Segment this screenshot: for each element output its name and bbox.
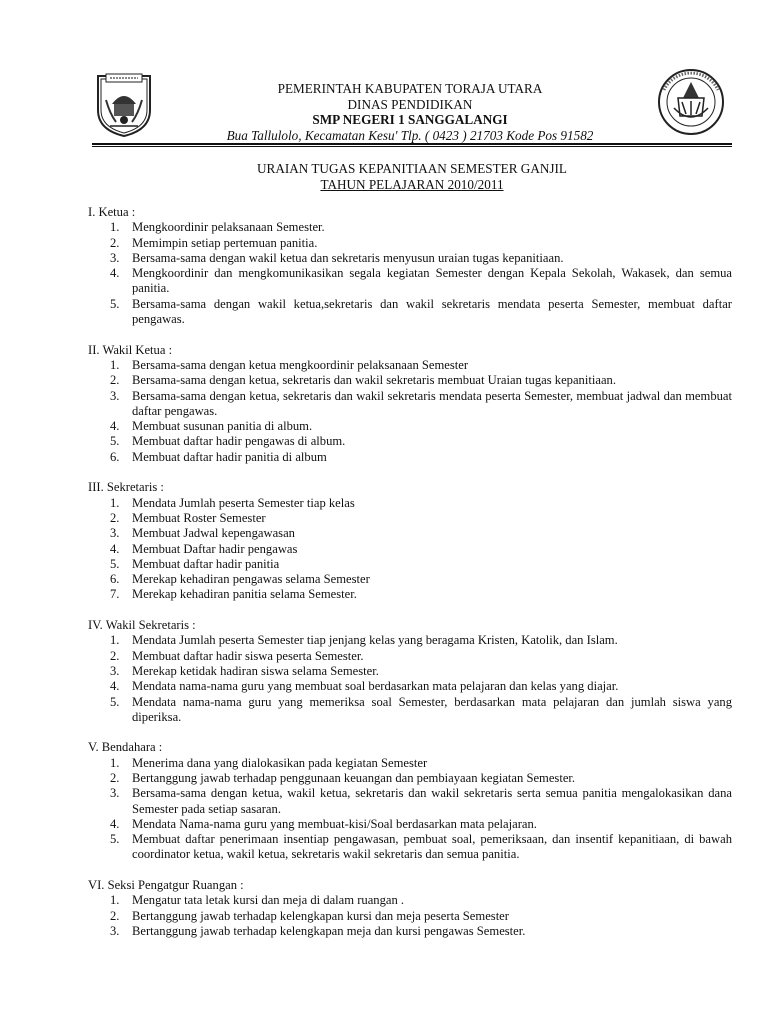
task-text: Bersama-sama dengan wakil ketua dan sekretaris menyusun uraian tugas kepanitiaan. <box>132 250 564 265</box>
task-text: Bersama-sama dengan ketua, sekretaris dan wakil sekretaris membuat Uraian tugas kepanitiaan. <box>132 373 616 388</box>
task-list <box>88 220 732 327</box>
task-sections <box>88 205 732 955</box>
task-list <box>88 633 732 725</box>
task-number: 5. <box>110 832 120 847</box>
task-text: Membuat Jadwal kepengawasan <box>132 526 295 541</box>
task-item <box>88 587 732 602</box>
task-item <box>88 817 732 832</box>
task-text: Mendata nama-nama guru yang memeriksa soal Semester, berdasarkan mata pelajaran dan jumlah siswa yang diperiksa. <box>132 694 732 724</box>
task-text: Merekap kehadiran panitia selama Semester. <box>132 587 357 602</box>
task-number: 3. <box>110 923 120 938</box>
task-number: 2. <box>110 908 120 923</box>
task-item <box>88 297 732 328</box>
task-text: Membuat Roster Semester <box>132 510 266 525</box>
regency-seal-logo <box>92 70 156 138</box>
task-item <box>88 924 732 939</box>
task-item <box>88 236 732 251</box>
task-text: Merekap kehadiran pengawas selama Semester <box>132 572 370 587</box>
task-item <box>88 909 732 924</box>
section-heading: IV. Wakil Sekretaris : <box>88 618 196 633</box>
task-item <box>88 649 732 664</box>
task-item <box>88 695 732 726</box>
task-text: Membuat susunan panitia di album. <box>132 419 313 434</box>
task-item <box>88 434 732 449</box>
task-item <box>88 557 732 572</box>
school-name: SMP NEGERI 1 SANGGALANGI <box>312 112 508 128</box>
task-text: Membuat daftar hadir siswa peserta Semester. <box>132 648 364 663</box>
task-number: 1. <box>110 495 120 510</box>
task-section <box>88 205 732 327</box>
department-line: DINAS PENDIDIKAN <box>347 96 473 112</box>
task-number: 3. <box>110 388 120 403</box>
task-section <box>88 618 732 725</box>
task-text: Bersama-sama dengan ketua, wakil ketua, sekretaris dan wakil sekretaris serta semua panitia mengalokasikan dana Semester pada setiap sasaran. <box>132 786 732 816</box>
task-number: 4. <box>110 816 120 831</box>
task-text: Bersama-sama dengan ketua mengkoordinir pelaksanaan Semester <box>132 357 469 372</box>
task-item <box>88 664 732 679</box>
task-text: Membuat Daftar hadir pengawas <box>132 541 298 556</box>
task-item <box>88 450 732 465</box>
task-text: Merekap ketidak hadiran siswa selama Semester. <box>132 663 379 678</box>
section-heading: III. Sekretaris : <box>88 480 164 495</box>
task-text: Mendata Jumlah peserta Semester tiap kelas <box>132 495 355 510</box>
task-list <box>88 496 732 603</box>
tut-wuri-handayani-logo <box>652 68 730 136</box>
task-text: Membuat daftar hadir pengawas di album. <box>132 434 346 449</box>
task-text: Mengkoordinir dan mengkomunikasikan segala kegiatan Semester dengan Kepala Sekolah, Wakasek, dan semua panitia. <box>132 266 732 296</box>
document-title <box>92 161 732 192</box>
task-item <box>88 893 732 908</box>
task-number: 2. <box>110 770 120 785</box>
task-text: Membuat daftar hadir panitia <box>132 556 280 571</box>
task-number: 2. <box>110 373 120 388</box>
task-item <box>88 496 732 511</box>
task-item <box>88 419 732 434</box>
task-text: Mengkoordinir pelaksanaan Semester. <box>132 220 325 235</box>
section-heading: VI. Seksi Pengatgur Ruangan : <box>88 878 244 893</box>
task-number: 2. <box>110 510 120 525</box>
section-heading: II. Wakil Ketua : <box>88 342 173 357</box>
section-heading: I. Ketua : <box>88 205 136 219</box>
task-list <box>88 358 732 465</box>
task-item <box>88 220 732 235</box>
task-item <box>88 786 732 817</box>
task-item <box>88 633 732 648</box>
task-text: Bertanggung jawab terhadap kelengkapan meja dan kursi pengawas Semester. <box>132 923 526 938</box>
task-section <box>88 878 732 939</box>
task-item <box>88 358 732 373</box>
task-text: Mengatur tata letak kursi dan meja di dalam ruangan . <box>132 893 405 908</box>
task-item <box>88 251 732 266</box>
task-number: 4. <box>110 541 120 556</box>
task-number: 5. <box>110 694 120 709</box>
task-section <box>88 480 732 602</box>
government-line: PEMERINTAH KABUPATEN TORAJA UTARA <box>277 81 543 96</box>
task-number: 4. <box>110 419 120 434</box>
task-text: Mendata Jumlah peserta Semester tiap jenjang kelas yang beragama Kristen, Katolik, dan Islam. <box>132 633 618 648</box>
task-number: 5. <box>110 296 120 311</box>
task-item <box>88 266 732 297</box>
letterhead <box>150 81 670 143</box>
title-line-1: URAIAN TUGAS KEPANITIAAN SEMESTER GANJIL <box>257 161 567 176</box>
task-text: Mendata Nama-nama guru yang membuat-kisi/Soal berdasarkan mata pelajaran. <box>132 816 537 831</box>
task-number: 1. <box>110 633 120 648</box>
title-line-2: TAHUN PELAJARAN 2010/2011 <box>320 176 504 192</box>
task-text: Bersama-sama dengan ketua, sekretaris dan wakil sekretaris mendata peserta Semester, membuat jadwal dan membuat daftar pengawas. <box>132 388 732 418</box>
task-number: 2. <box>110 648 120 663</box>
school-address: Bua Tallulolo, Kecamatan Kesu' Tlp. ( 0423 ) 21703 Kode Pos 91582 <box>226 127 594 143</box>
task-item <box>88 389 732 420</box>
task-item <box>88 572 732 587</box>
task-item <box>88 679 732 694</box>
task-number: 4. <box>110 679 120 694</box>
section-heading: V. Bendahara : <box>88 740 163 755</box>
task-text: Bertanggung jawab terhadap kelengkapan kursi dan meja peserta Semester <box>132 908 509 923</box>
task-item <box>88 373 732 388</box>
task-item <box>88 756 732 771</box>
task-number: 1. <box>110 220 120 235</box>
task-text: Membuat daftar hadir panitia di album <box>132 449 327 464</box>
task-text: Membuat daftar penerimaan insentiap pengawasan, pembuat soal, pemeriksaan, dan insentif kepanitiaan, di bawah coordinator ketua, wakil ketua, sekretaris wakil sekretaris dan semua panitia. <box>132 832 732 862</box>
task-item <box>88 511 732 526</box>
task-text: Bertanggung jawab terhadap penggunaan keuangan dan pembiayaan kegiatan Semester. <box>132 770 576 785</box>
task-section <box>88 740 732 862</box>
task-item <box>88 542 732 557</box>
task-number: 6. <box>110 572 120 587</box>
task-item <box>88 526 732 541</box>
task-number: 3. <box>110 250 120 265</box>
task-number: 1. <box>110 755 120 770</box>
task-text: Memimpin setiap pertemuan panitia. <box>132 235 318 250</box>
task-text: Menerima dana yang dialokasikan pada kegiatan Semester <box>132 755 428 770</box>
task-number: 7. <box>110 587 120 602</box>
task-number: 4. <box>110 266 120 281</box>
task-number: 2. <box>110 235 120 250</box>
task-number: 5. <box>110 434 120 449</box>
task-number: 5. <box>110 556 120 571</box>
task-text: Bersama-sama dengan wakil ketua,sekretaris dan wakil sekretaris mendata peserta Semester, membuat daftar pengawas. <box>132 296 732 327</box>
task-item <box>88 832 732 863</box>
letterhead-rule-thick <box>92 143 732 145</box>
task-item <box>88 771 732 786</box>
task-number: 3. <box>110 786 120 801</box>
task-list <box>88 756 732 863</box>
task-number: 1. <box>110 357 120 372</box>
task-number: 6. <box>110 449 120 464</box>
task-number: 3. <box>110 663 120 678</box>
task-number: 3. <box>110 526 120 541</box>
task-list <box>88 893 732 939</box>
task-section <box>88 343 732 465</box>
letterhead-rule-thin <box>92 146 732 147</box>
task-number: 1. <box>110 893 120 908</box>
task-text: Mendata nama-nama guru yang membuat soal berdasarkan mata pelajaran dan kelas yang diajar. <box>132 679 619 694</box>
